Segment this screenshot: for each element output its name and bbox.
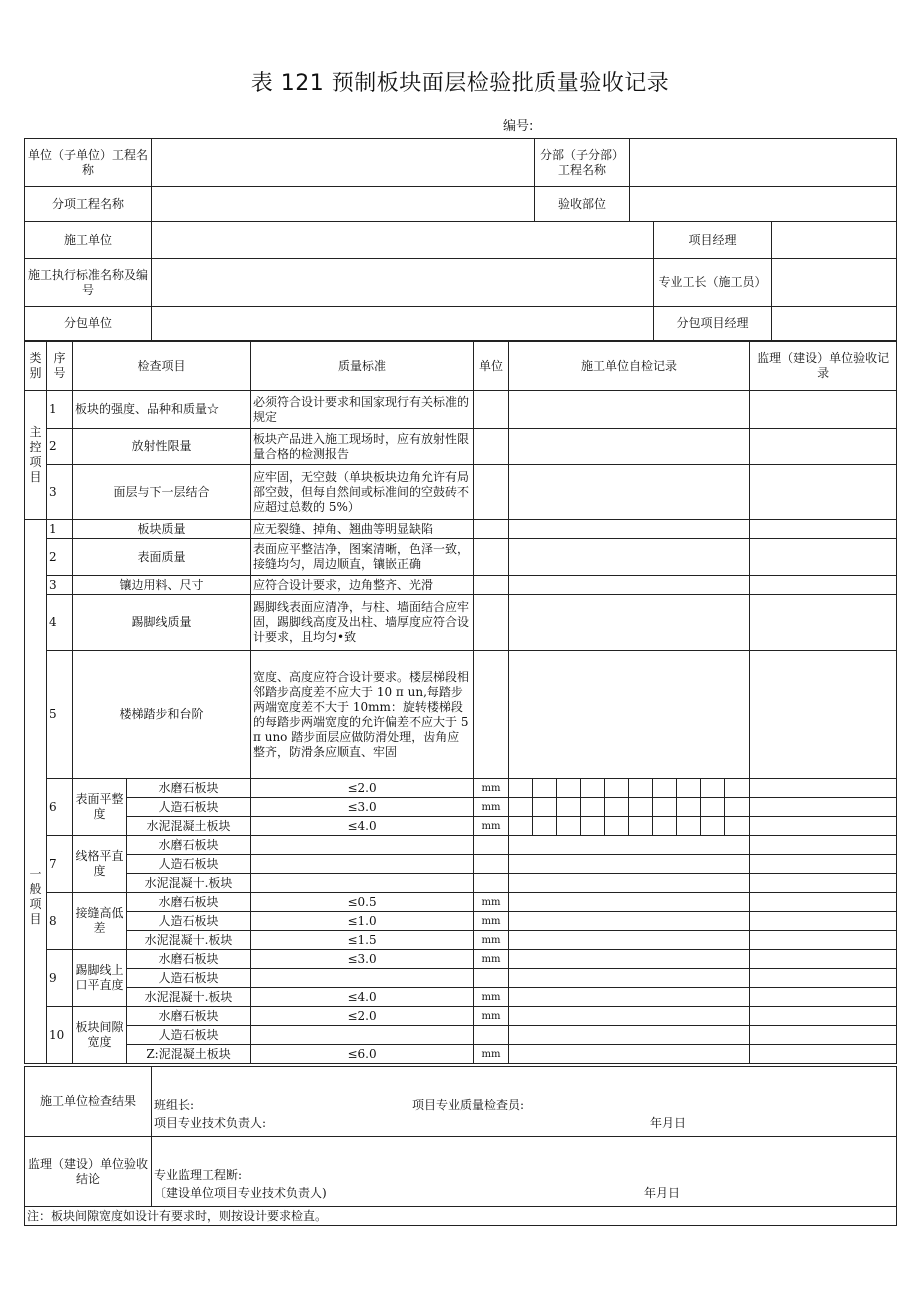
unit-value bbox=[474, 855, 509, 874]
material-label: 人造石板块 bbox=[127, 798, 251, 817]
supervision-cell[interactable] bbox=[750, 465, 897, 520]
supervision-cell[interactable] bbox=[750, 836, 897, 855]
self-check-cell[interactable] bbox=[509, 429, 750, 465]
material-label: 水磨石板块 bbox=[127, 836, 251, 855]
col-unit: 单位 bbox=[474, 342, 509, 391]
leader-label: 班组长: bbox=[154, 1098, 195, 1112]
sub-manager-field[interactable] bbox=[772, 307, 897, 341]
self-check-cell[interactable] bbox=[509, 1007, 750, 1026]
owner-label: 〔建设单位项目专业技术负责人) bbox=[154, 1186, 327, 1200]
acceptance-part-label: 验收部位 bbox=[535, 187, 630, 222]
supervision-cell[interactable] bbox=[750, 520, 897, 539]
supervision-cell[interactable] bbox=[750, 817, 897, 836]
self-check-cell[interactable] bbox=[509, 576, 750, 595]
tolerance-value bbox=[251, 1026, 474, 1045]
main-item-standard: 必须符合设计要求和国家现行有关标准的规定 bbox=[251, 391, 474, 429]
general-item-name: 楼梯踏步和台阶 bbox=[73, 651, 251, 779]
self-check-cell[interactable] bbox=[509, 912, 750, 931]
supervision-cell[interactable] bbox=[750, 576, 897, 595]
general-label: 一般项目 bbox=[25, 520, 47, 1064]
main-item-name: 面层与下一层结合 bbox=[73, 465, 251, 520]
self-check-cell[interactable] bbox=[509, 893, 750, 912]
main-item-no: 3 bbox=[47, 465, 73, 520]
result-label: 施工单位检查结果 bbox=[25, 1067, 152, 1137]
material-label: 水泥混凝十.板块 bbox=[127, 874, 251, 893]
general-item-standard: 踢脚线表面应清净，与柱、墙面结合应牢固，踢脚线高度及出柱、墙厚度应符合设计要求，且均匀•致 bbox=[251, 595, 474, 651]
main-control-label: 主控项目 bbox=[25, 391, 47, 520]
results-table bbox=[24, 1066, 897, 1226]
project-manager-field[interactable] bbox=[772, 222, 897, 259]
conclusion-signature-area[interactable] bbox=[152, 1137, 897, 1207]
measured-name: 踢脚线上口平直度 bbox=[73, 950, 127, 1007]
material-label: Z:泥混凝土板块 bbox=[127, 1045, 251, 1064]
measured-name: 表面平整度 bbox=[73, 779, 127, 836]
unit-value bbox=[474, 1026, 509, 1045]
material-label: 水磨石板块 bbox=[127, 950, 251, 969]
doc-number-label: 编号: bbox=[503, 119, 534, 134]
general-item-no: 2 bbox=[47, 539, 73, 576]
tech-lead-label: 项目专业技术负责人: bbox=[154, 1116, 267, 1130]
inspection-table bbox=[24, 341, 897, 1064]
supervision-cell[interactable] bbox=[750, 931, 897, 950]
standard-label: 施工执行标准名称及编号 bbox=[25, 259, 152, 307]
subcontractor-label: 分包单位 bbox=[25, 307, 152, 341]
general-item-name: 表面质量 bbox=[73, 539, 251, 576]
acceptance-part-field[interactable] bbox=[630, 187, 897, 222]
main-item-no: 2 bbox=[47, 429, 73, 465]
supervision-cell[interactable] bbox=[750, 893, 897, 912]
col-seq: 序号 bbox=[47, 342, 73, 391]
tolerance-value: ≤2.0 bbox=[251, 779, 474, 798]
inspector-label: 项目专业质量检查员: bbox=[412, 1098, 525, 1112]
measured-name: 板块间隙宽度 bbox=[73, 1007, 127, 1064]
supervision-cell[interactable] bbox=[750, 1026, 897, 1045]
supervision-cell[interactable] bbox=[750, 1045, 897, 1064]
col-category: 类别 bbox=[25, 342, 47, 391]
measured-no: 8 bbox=[47, 893, 73, 950]
footnote: 注：板块间隙宽度如设计有要求时，则按设计要求检直。 bbox=[25, 1207, 897, 1226]
unit-value: mm bbox=[474, 912, 509, 931]
sub-item-label: 分项工程名称 bbox=[25, 187, 152, 222]
unit-value: mm bbox=[474, 817, 509, 836]
result-date-label: 年月日 bbox=[650, 1116, 687, 1130]
self-check-cell[interactable] bbox=[509, 595, 750, 651]
tolerance-value bbox=[251, 836, 474, 855]
tolerance-value: ≤6.0 bbox=[251, 1045, 474, 1064]
sub-division-label: 分部（子分部）工程名称 bbox=[535, 139, 630, 187]
unit-value: mm bbox=[474, 779, 509, 798]
material-label: 水磨石板块 bbox=[127, 893, 251, 912]
main-item-name: 放射性限量 bbox=[73, 429, 251, 465]
self-check-cell[interactable] bbox=[509, 969, 750, 988]
main-item-no: 1 bbox=[47, 391, 73, 429]
self-check-cell[interactable] bbox=[509, 931, 750, 950]
material-label: 人造石板块 bbox=[127, 912, 251, 931]
unit-value: mm bbox=[474, 893, 509, 912]
measured-name: 接缝高低差 bbox=[73, 893, 127, 950]
general-item-standard: 应无裂缝、掉角、翘曲等明显缺陷 bbox=[251, 520, 474, 539]
self-check-cell[interactable] bbox=[509, 855, 750, 874]
tolerance-value: ≤4.0 bbox=[251, 817, 474, 836]
self-check-cell[interactable] bbox=[509, 988, 750, 1007]
self-check-cell[interactable] bbox=[509, 539, 750, 576]
general-item-name: 踢脚线质量 bbox=[73, 595, 251, 651]
supervision-cell[interactable] bbox=[750, 595, 897, 651]
supervision-cell[interactable] bbox=[750, 874, 897, 893]
main-item-standard: 板块产品进入施工现场时，应有放射性限量合格的检测报告 bbox=[251, 429, 474, 465]
tolerance-value bbox=[251, 969, 474, 988]
unit-value bbox=[474, 874, 509, 893]
measured-name: 线格平直度 bbox=[73, 836, 127, 893]
supervision-cell[interactable] bbox=[750, 391, 897, 429]
tolerance-value bbox=[251, 855, 474, 874]
self-check-cell[interactable] bbox=[509, 950, 750, 969]
supervision-cell[interactable] bbox=[750, 798, 897, 817]
self-check-cell[interactable] bbox=[509, 520, 750, 539]
self-check-cell[interactable] bbox=[509, 465, 750, 520]
conclusion-date-label: 年月日 bbox=[644, 1186, 681, 1200]
supervision-cell[interactable] bbox=[750, 1007, 897, 1026]
supervision-cell[interactable] bbox=[750, 651, 897, 779]
tolerance-value: ≤1.5 bbox=[251, 931, 474, 950]
measured-no: 6 bbox=[47, 779, 73, 836]
unit-value: mm bbox=[474, 950, 509, 969]
unit-value: mm bbox=[474, 798, 509, 817]
supervision-cell[interactable] bbox=[750, 855, 897, 874]
sub-manager-label: 分包项目经理 bbox=[654, 307, 772, 341]
supervision-cell[interactable] bbox=[750, 969, 897, 988]
general-item-name: 镶边用料、尺寸 bbox=[73, 576, 251, 595]
material-label: 水泥混凝十.板块 bbox=[127, 931, 251, 950]
general-item-no: 4 bbox=[47, 595, 73, 651]
material-label: 人造石板块 bbox=[127, 1026, 251, 1045]
self-check-cell[interactable] bbox=[509, 391, 750, 429]
general-item-no: 1 bbox=[47, 520, 73, 539]
col-item: 检查项目 bbox=[73, 342, 251, 391]
unit-project-label: 单位（子单位）工程名称 bbox=[25, 139, 152, 187]
tolerance-value: ≤4.0 bbox=[251, 988, 474, 1007]
conclusion-label: 监理（建设）单位验收结论 bbox=[25, 1137, 152, 1207]
tolerance-value: ≤3.0 bbox=[251, 950, 474, 969]
engineer-label: 专业监理工程断: bbox=[154, 1168, 243, 1182]
general-item-name: 板块质量 bbox=[73, 520, 251, 539]
self-check-cell[interactable] bbox=[509, 836, 750, 855]
general-item-standard: 表面应平整洁净，图案清晰，色泽一致，接缝均匀，周边顺直，镶嵌正确 bbox=[251, 539, 474, 576]
page-title: 表 121 预制板块面层检验批质量验收记录 bbox=[250, 71, 670, 96]
self-check-cell[interactable] bbox=[509, 874, 750, 893]
tolerance-value: ≤2.0 bbox=[251, 1007, 474, 1026]
unit-value: mm bbox=[474, 1007, 509, 1026]
tolerance-value: ≤1.0 bbox=[251, 912, 474, 931]
supervision-cell[interactable] bbox=[750, 429, 897, 465]
general-item-no: 3 bbox=[47, 576, 73, 595]
construction-unit-label: 施工单位 bbox=[25, 222, 152, 259]
supervision-cell[interactable] bbox=[750, 779, 897, 798]
subcontractor-field[interactable] bbox=[152, 307, 654, 341]
supervision-cell[interactable] bbox=[750, 539, 897, 576]
result-signature-area[interactable] bbox=[152, 1067, 897, 1137]
unit-project-field[interactable] bbox=[152, 139, 535, 187]
header-table bbox=[24, 138, 897, 341]
material-label: 水磨石板块 bbox=[127, 1007, 251, 1026]
unit-value: mm bbox=[474, 988, 509, 1007]
standard-field[interactable] bbox=[152, 259, 654, 307]
measured-no: 7 bbox=[47, 836, 73, 893]
general-item-standard: 应符合设计要求，边角整齐、光滑 bbox=[251, 576, 474, 595]
supervision-cell[interactable] bbox=[750, 988, 897, 1007]
main-item-standard: 应牢固，无空鼓（单块板块边角允许有局部空鼓，但每自然间或标准间的空鼓砖不应超过总数的 5%） bbox=[251, 465, 474, 520]
foreman-field[interactable] bbox=[772, 259, 897, 307]
sub-item-field[interactable] bbox=[152, 187, 535, 222]
col-supervision: 监理（建设）单位验收记录 bbox=[750, 342, 897, 391]
material-label: 水磨石板块 bbox=[127, 779, 251, 798]
material-label: 人造石板块 bbox=[127, 969, 251, 988]
unit-value bbox=[474, 836, 509, 855]
col-self-check: 施工单位自检记录 bbox=[509, 342, 750, 391]
unit-value: mm bbox=[474, 931, 509, 950]
general-item-standard: 宽度、高度应符合设计要求。楼层梯段相邻踏步高度差不应大于 10 π un,每踏步两端宽度差不大于 10mm：旋转楼梯段的每踏步两端宽度的允许偏差不应大于 5 π uno 踏步面层应做防滑处理，齿角应整齐，防滑条应顺直、牢固 bbox=[251, 651, 474, 779]
general-item-no: 5 bbox=[47, 651, 73, 779]
tolerance-value bbox=[251, 874, 474, 893]
material-label: 人造石板块 bbox=[127, 855, 251, 874]
unit-value: mm bbox=[474, 1045, 509, 1064]
sub-division-field[interactable] bbox=[630, 139, 897, 187]
project-manager-label: 项目经理 bbox=[654, 222, 772, 259]
supervision-cell[interactable] bbox=[750, 912, 897, 931]
tolerance-value: ≤0.5 bbox=[251, 893, 474, 912]
foreman-label: 专业工长（施工员） bbox=[654, 259, 772, 307]
construction-unit-field[interactable] bbox=[152, 222, 654, 259]
measured-no: 10 bbox=[47, 1007, 73, 1064]
supervision-cell[interactable] bbox=[750, 950, 897, 969]
material-label: 水泥混凝十.板块 bbox=[127, 988, 251, 1007]
main-item-name: 板块的强度、品种和质量☆ bbox=[73, 391, 251, 429]
material-label: 水泥混凝土板块 bbox=[127, 817, 251, 836]
self-check-cell[interactable] bbox=[509, 1045, 750, 1064]
tolerance-value: ≤3.0 bbox=[251, 798, 474, 817]
self-check-cell[interactable] bbox=[509, 1026, 750, 1045]
col-standard: 质量标准 bbox=[251, 342, 474, 391]
self-check-cell[interactable] bbox=[509, 651, 750, 779]
unit-value bbox=[474, 969, 509, 988]
measured-no: 9 bbox=[47, 950, 73, 1007]
